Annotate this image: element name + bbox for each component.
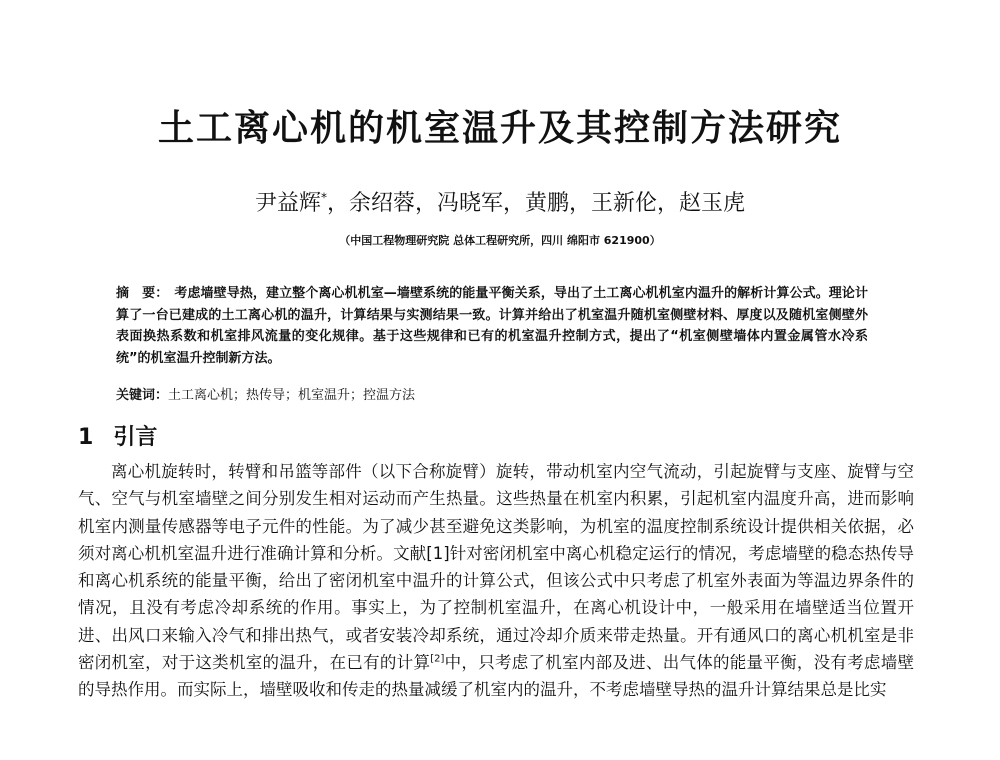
affiliation: （中国工程物理研究院 总体工程研究所，四川 绵阳市 621900）	[339, 234, 661, 247]
corresponding-author-mark: *	[321, 190, 327, 205]
keywords	[116, 384, 868, 403]
corresponding-author: 尹益辉	[254, 191, 321, 216]
body-text-part1: 离心机旋转时，转臂和吊篮等部件（以下合称旋臂）旋转，带动机室内空气流动，引起旋臂与支座、旋臂与空气、空气与机室墙壁之间分别发生相对运动而产生热量。这些热量在机室内积累，引起机室内温度升高，进而影响机室内测量传感器等电子元件的性能。为了减少甚至避免这类影响，为机室的温度控制系统设计提供相关依据，必须对离心机机室温升进行准确计算和分析。文献[1]针对密闭机室中离心机稳定运行的情况，考虑墙壁的稳态热传导和离心机系统的能量平衡，给出了密闭机室中温升的计算公式，但该公式中只考虑了机室外表面为等温边界条件的情况，且没有考虑冷却系统的作用。事实上，为了控制机室温升，在离心机设计中，一般采用在墙壁适当位置开进、出风口来输入冷气和排出热气，或者安装冷却系统，通过冷却介质来带走热量。开有通风口的离心机机室是非密闭机室，对于这类机室的温升，在已有的计算	[78, 462, 914, 673]
co-authors: ，余绍蓉，冯晓军，黄鹏，王新伦，赵玉虎	[327, 191, 746, 216]
body-paragraph	[78, 458, 914, 704]
abstract-text: 考虑墙壁导热，建立整个离心机机室—墙壁系统的能量平衡关系，导出了土工离心机机室内温升的解析计算公式。理论计算了一台已建成的土工离心机的温升，计算结果与实测结果一致。计算并给出了机室温升随机室侧壁材料、厚度以及随机室侧壁外表面换热系数和机室排风流量的变化规律。基于这些规律和已有的机室温升控制方式，提出了“机室侧壁墙体内置金属管水冷系统”的机室温升控制新方法。	[116, 286, 868, 366]
paper-title: 土工离心机的机室温升及其控制方法研究	[157, 108, 842, 149]
section-title: 引言	[113, 425, 158, 450]
keywords-text: 土工离心机；热传导；机室温升；控温方法	[168, 388, 416, 403]
section-heading	[78, 420, 157, 451]
body-text-part2: 中，只考虑了机室内部及进、出气体的能量平衡，没有考虑墙壁的导热作用。而实际上，墙壁吸收和传走的热量减缓了机室内的温升，不考虑墙壁导热的温升计算结果总是比实	[78, 653, 915, 700]
author-list	[0, 186, 1000, 217]
keywords-label: 关键词：	[116, 388, 169, 403]
abstract	[116, 283, 868, 369]
abstract-label: 摘 要：	[116, 286, 169, 301]
section-number: 1	[78, 425, 94, 450]
citation-ref: [2]	[430, 653, 445, 665]
